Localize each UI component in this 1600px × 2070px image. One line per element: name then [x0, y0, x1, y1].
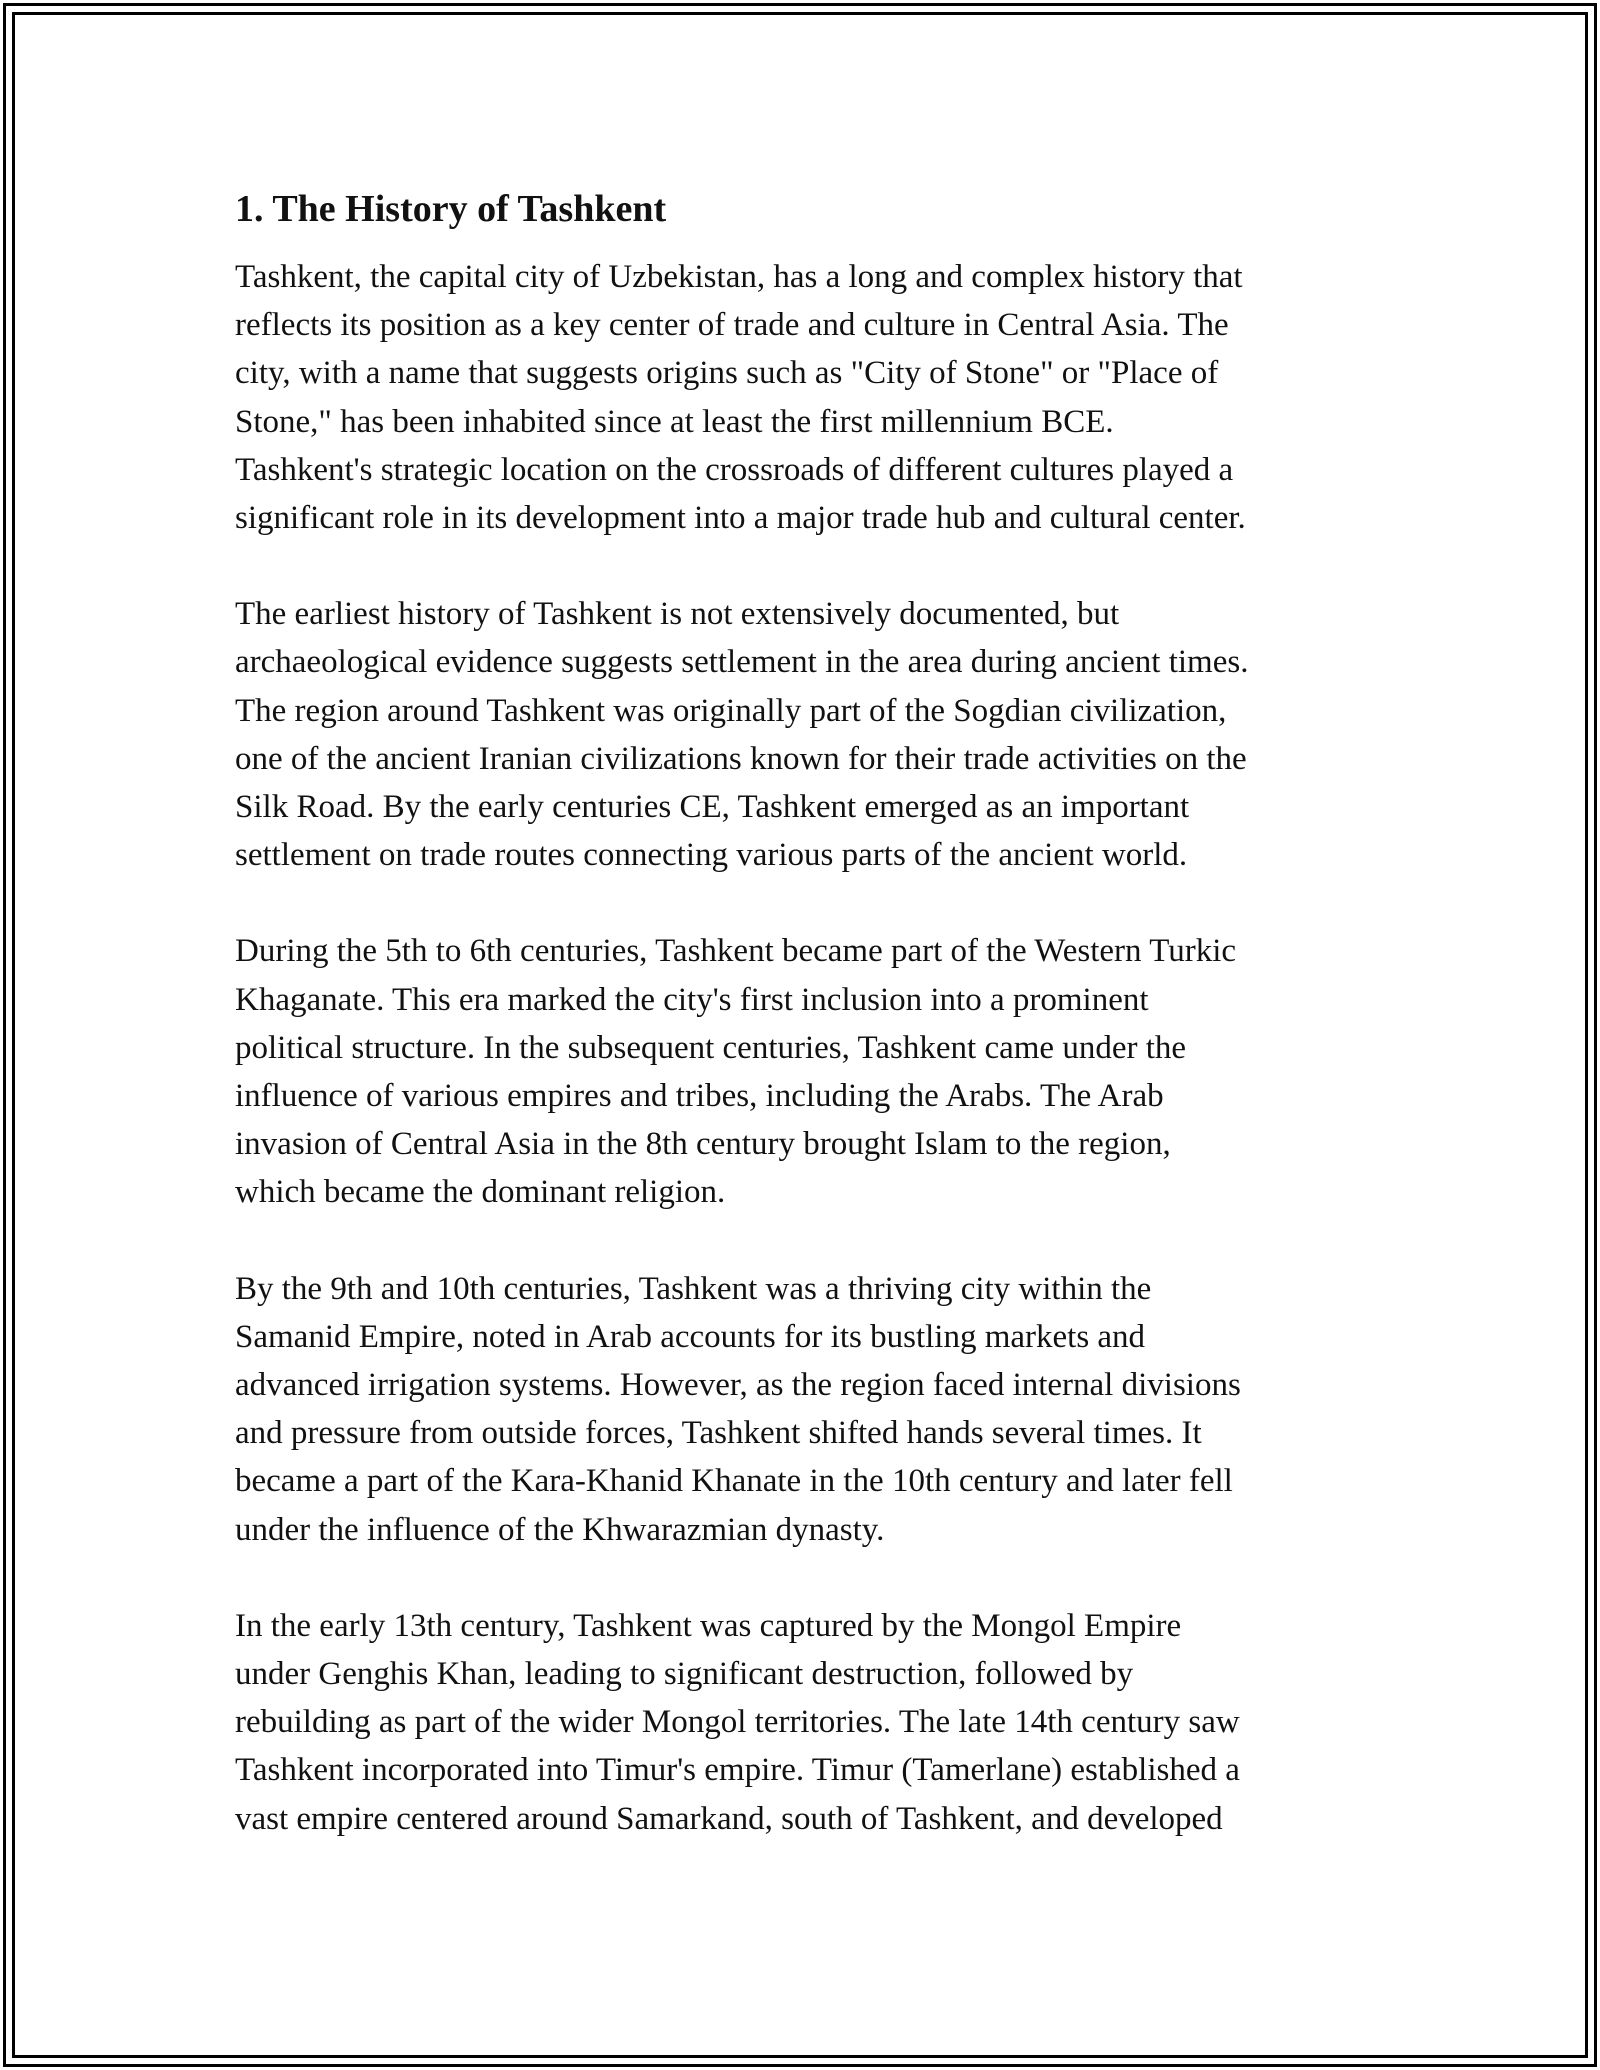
- paragraph: [235, 927, 1370, 1216]
- text-line: rebuilding as part of the wider Mongol territories. The late 14th century saw: [235, 1704, 1240, 1741]
- text-line: and pressure from outside forces, Tashkent shifted hands several times. It: [235, 1415, 1202, 1452]
- text-line: reflects its position as a key center of trade and culture in Central Asia. The: [235, 307, 1229, 344]
- text-line: influence of various empires and tribes, including the Arabs. The Arab: [235, 1078, 1164, 1115]
- paragraph: [235, 1602, 1370, 1843]
- text-line: By the 9th and 10th centuries, Tashkent was a thriving city within the: [235, 1270, 1152, 1307]
- text-line: During the 5th to 6th centuries, Tashkent became part of the Western Turkic: [235, 933, 1237, 970]
- text-line: vast empire centered around Samarkand, south of Tashkent, and developed: [235, 1800, 1223, 1837]
- text-line: Stone," has been inhabited since at least the first millennium BCE.: [235, 403, 1114, 440]
- text-line: The earliest history of Tashkent is not extensively documented, but: [235, 596, 1120, 633]
- text-line: under Genghis Khan, leading to significant destruction, followed by: [235, 1656, 1134, 1693]
- text-line: The region around Tashkent was originally part of the Sogdian civilization,: [235, 692, 1227, 729]
- paragraph: [235, 1265, 1370, 1554]
- text-line: significant role in its development into a major trade hub and cultural center.: [235, 500, 1246, 537]
- text-line: Silk Road. By the early centuries CE, Tashkent emerged as an important: [235, 789, 1190, 826]
- text-line: which became the dominant religion.: [235, 1174, 726, 1211]
- text-line: Tashkent, the capital city of Uzbekistan, has a long and complex history that: [235, 259, 1243, 295]
- text-line: advanced irrigation systems. However, as the region faced internal divisions: [235, 1367, 1241, 1404]
- text-line: one of the ancient Iranian civilizations known for their trade activities on the: [235, 740, 1247, 777]
- document-body: [235, 185, 1370, 1891]
- text-line: Khaganate. This era marked the city's first inclusion into a prominent: [235, 981, 1149, 1018]
- text-line: Tashkent's strategic location on the crossroads of different cultures played a: [235, 451, 1234, 488]
- paragraph: [235, 253, 1370, 542]
- paragraph: [235, 590, 1370, 879]
- text-line: invasion of Central Asia in the 8th century brought Islam to the region,: [235, 1126, 1171, 1163]
- text-line: Tashkent incorporated into Timur's empire. Timur (Tamerlane) established a: [235, 1752, 1240, 1789]
- text-line: under the influence of the Khwarazmian dynasty.: [235, 1511, 885, 1548]
- text-line: became a part of the Kara-Khanid Khanate in the 10th century and later fell: [235, 1463, 1233, 1500]
- text-line: city, with a name that suggests origins such as "City of Stone" or "Place of: [235, 355, 1219, 392]
- section-heading: 1. The History of Tashkent: [235, 188, 667, 230]
- text-line: archaeological evidence suggests settlement in the area during ancient times.: [235, 644, 1249, 681]
- text-line: In the early 13th century, Tashkent was captured by the Mongol Empire: [235, 1607, 1182, 1644]
- text-line: political structure. In the subsequent centuries, Tashkent came under the: [235, 1029, 1187, 1066]
- text-line: settlement on trade routes connecting various parts of the ancient world.: [235, 837, 1188, 874]
- text-line: Samanid Empire, noted in Arab accounts for its bustling markets and: [235, 1318, 1146, 1355]
